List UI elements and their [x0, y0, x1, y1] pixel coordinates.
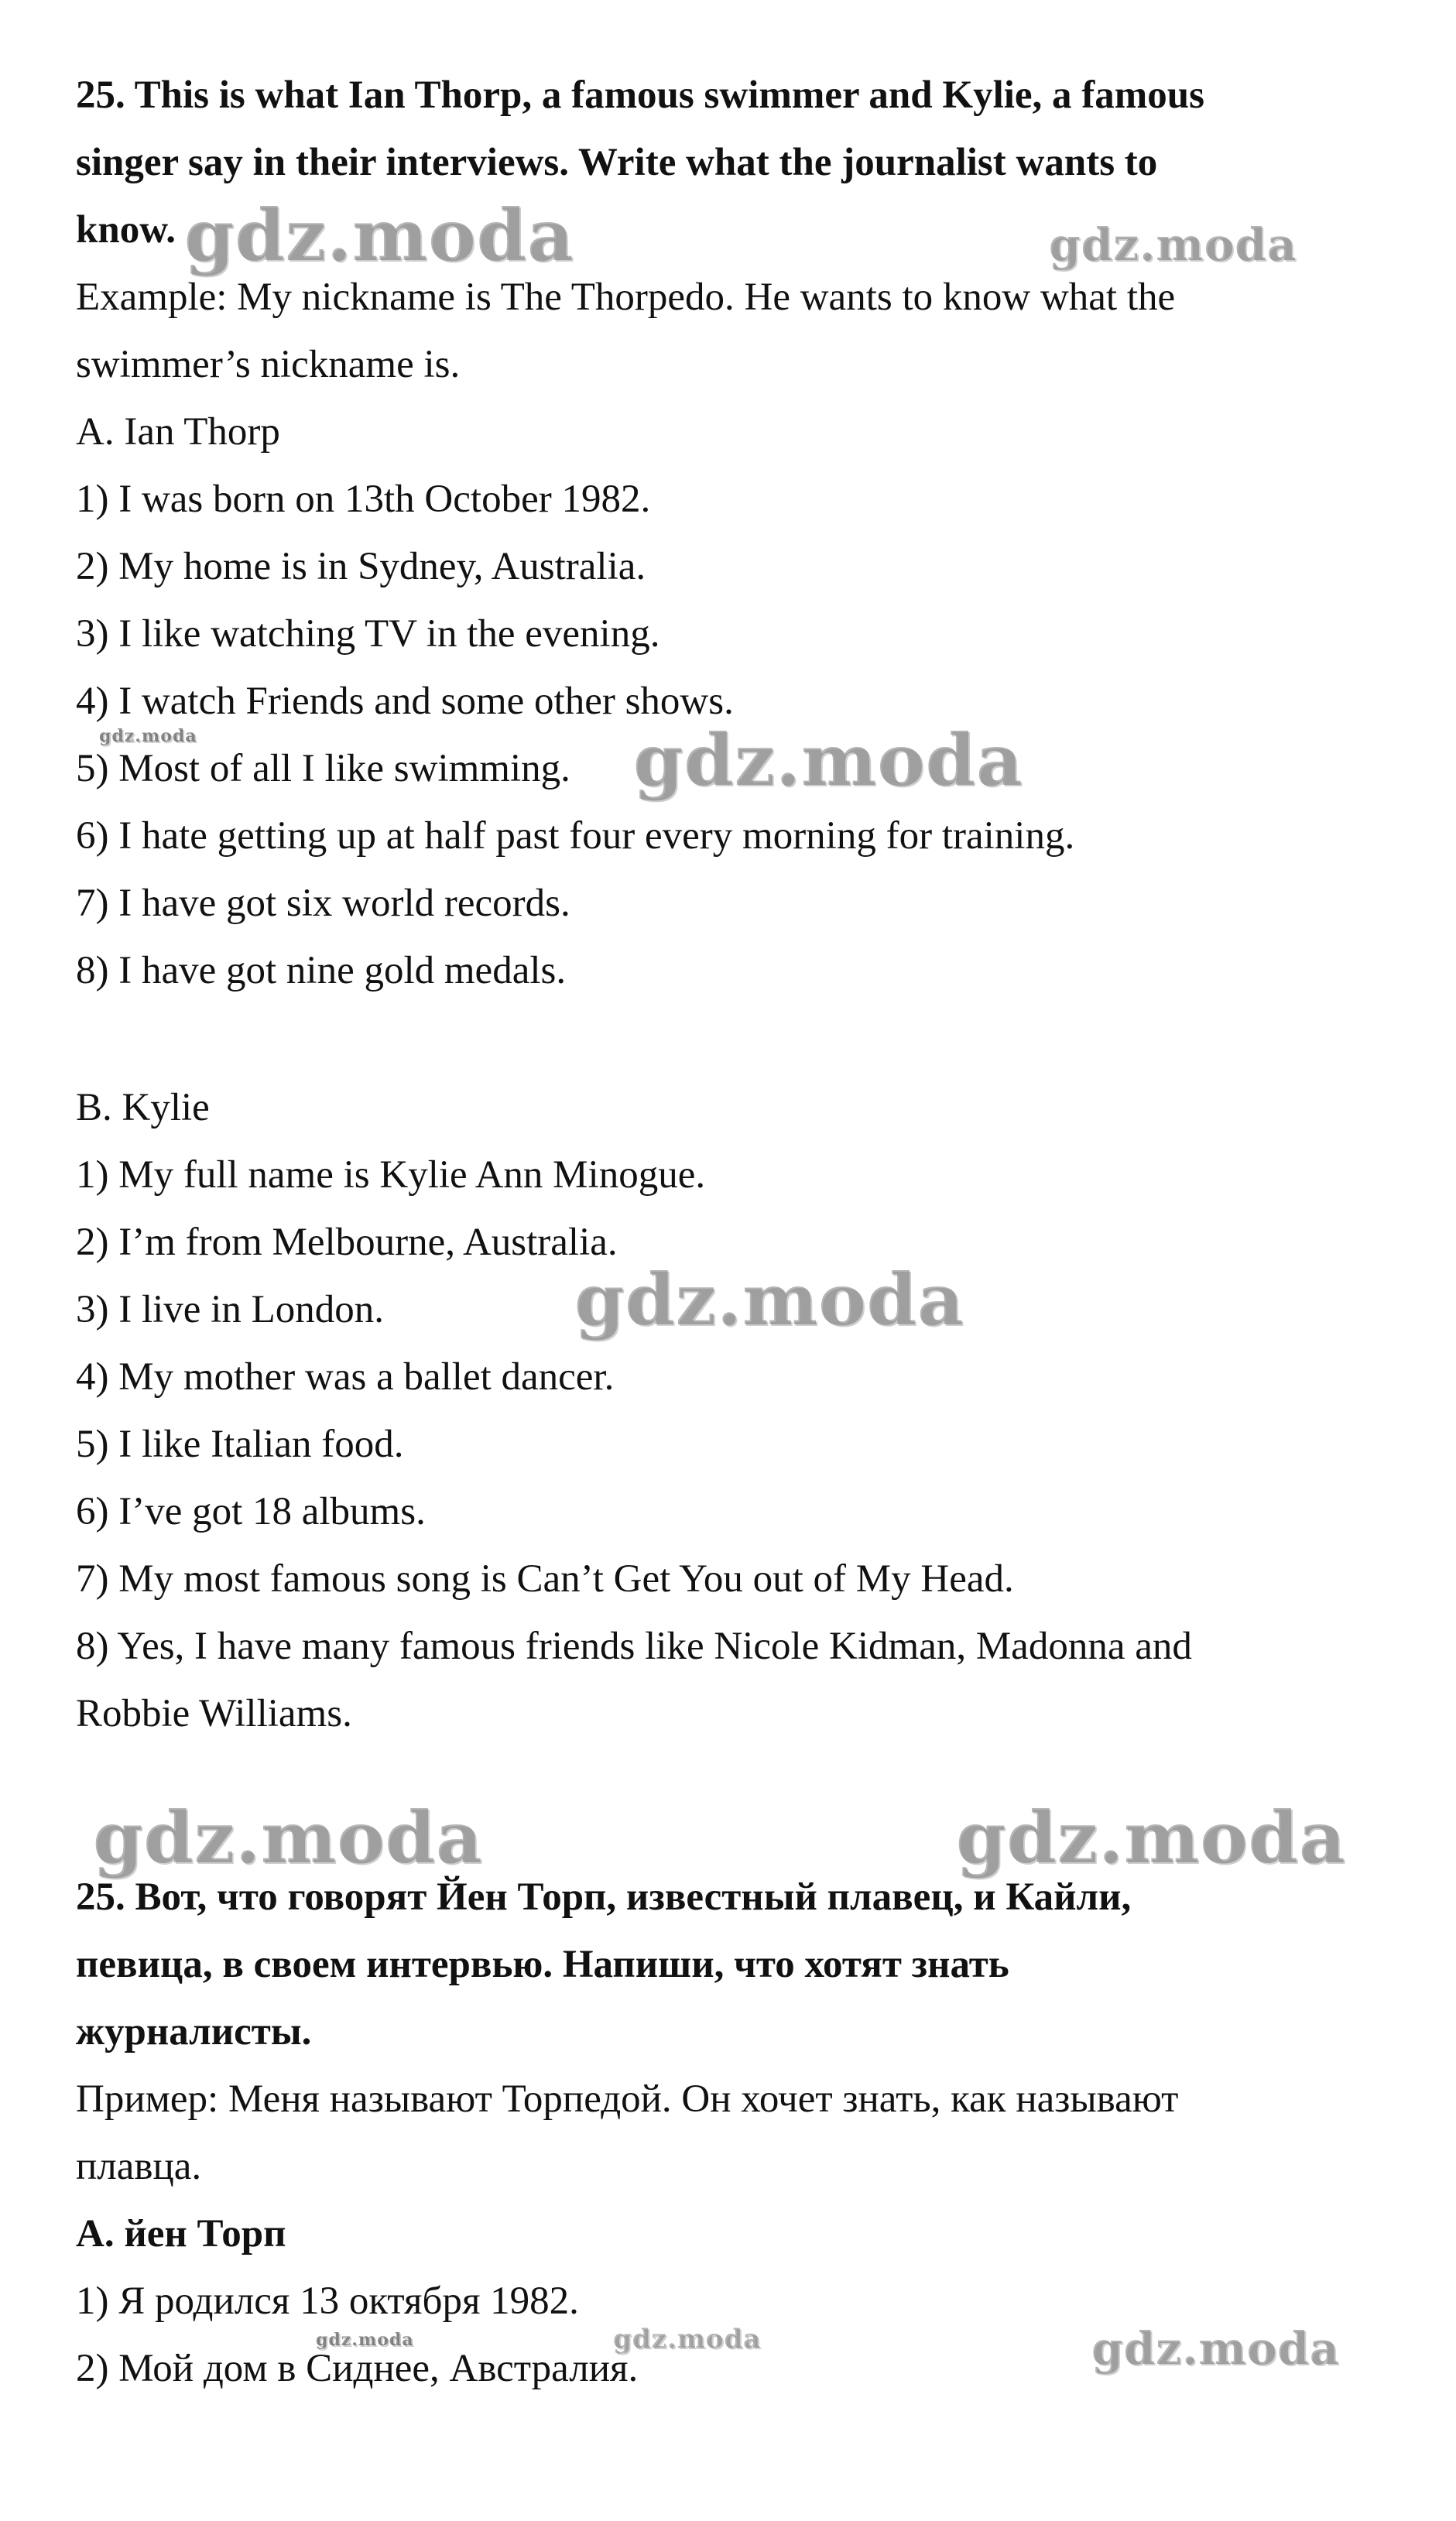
- list-item: 4) My mother was a ballet dancer.: [76, 1355, 615, 1399]
- list-item: 7) I have got six world records.: [76, 882, 570, 925]
- watermark-logo: gdz.moda: [1049, 218, 1297, 271]
- list-item: 1) I was born on 13th October 1982.: [76, 478, 651, 521]
- watermark-logo: gdz.moda: [1091, 2322, 1340, 2375]
- translation-heading-line-3: журналисты.: [76, 2010, 312, 2053]
- watermark-logo: gdz.moda: [633, 718, 1023, 802]
- list-item: Robbie Williams.: [76, 1692, 352, 1735]
- translation-heading-line-2: певица, в своем интервью. Напиши, что хотят знать: [76, 1943, 1009, 1986]
- list-item: 3) I live in London.: [76, 1288, 385, 1331]
- spacer: [76, 1005, 1392, 1074]
- watermark-logo: gdz.moda: [184, 194, 574, 277]
- list-item: 2) I’m from Melbourne, Australia.: [76, 1221, 618, 1264]
- watermark-logo: gdz.moda: [574, 1258, 964, 1341]
- example-line-2: swimmer’s nickname is.: [76, 343, 461, 386]
- list-item: 4) I watch Friends and some other shows.: [76, 680, 734, 723]
- translation-section-a-title: А. йен Торп: [76, 2212, 286, 2256]
- exercise-page: [76, 62, 1392, 2403]
- list-item: 3) I like watching TV in the evening.: [76, 612, 660, 656]
- watermark-logo: gdz.moda: [613, 2324, 762, 2355]
- translation-heading-line-1: 25. Вот, что говорят Йен Торп, известный плавец, и Кайли,: [76, 1875, 1132, 1919]
- list-item: 7) My most famous song is Can’t Get You out of My Head.: [76, 1557, 1014, 1601]
- watermark-logo: gdz.moda: [316, 2330, 414, 2350]
- exercise-heading-line-2: singer say in their interviews. Write what the journalist wants to: [76, 141, 1158, 184]
- list-item: 8) I have got nine gold medals.: [76, 949, 567, 992]
- list-item: 5) I like Italian food.: [76, 1423, 404, 1466]
- translation-example-line-2: плавца.: [76, 2145, 202, 2188]
- list-item: 1) My full name is Kylie Ann Minogue.: [76, 1153, 706, 1197]
- watermark-logo: gdz.moda: [99, 726, 197, 746]
- section-b-title: B. Kylie: [76, 1086, 210, 1129]
- watermark-logo: gdz.moda: [956, 1796, 1346, 1879]
- list-item: 2) Мой дом в Сиднее, Австралия.: [76, 2347, 639, 2390]
- exercise-heading-line-3: know.: [76, 208, 176, 252]
- list-item: 5) Most of all I like swimming.: [76, 747, 570, 790]
- list-item: 2) My home is in Sydney, Australia.: [76, 545, 646, 588]
- list-item: 8) Yes, I have many famous friends like Nicole Kidman, Madonna and: [76, 1625, 1192, 1668]
- list-item: 1) Я родился 13 октября 1982.: [76, 2280, 579, 2323]
- section-a-title: A. Ian Thorp: [76, 410, 280, 454]
- watermark-logo: gdz.moda: [93, 1796, 483, 1879]
- list-item: 6) I’ve got 18 albums.: [76, 1490, 426, 1533]
- list-item: 6) I hate getting up at half past four every morning for training.: [76, 814, 1075, 858]
- example-line-1: Example: My nickname is The Thorpedo. He wants to know what the: [76, 276, 1176, 319]
- translation-example-line-1: Пример: Меня называют Торпедой. Он хочет знать, как называют: [76, 2077, 1179, 2121]
- exercise-heading-line-1: 25. This is what Ian Thorp, a famous swimmer and Kylie, a famous: [76, 74, 1204, 117]
